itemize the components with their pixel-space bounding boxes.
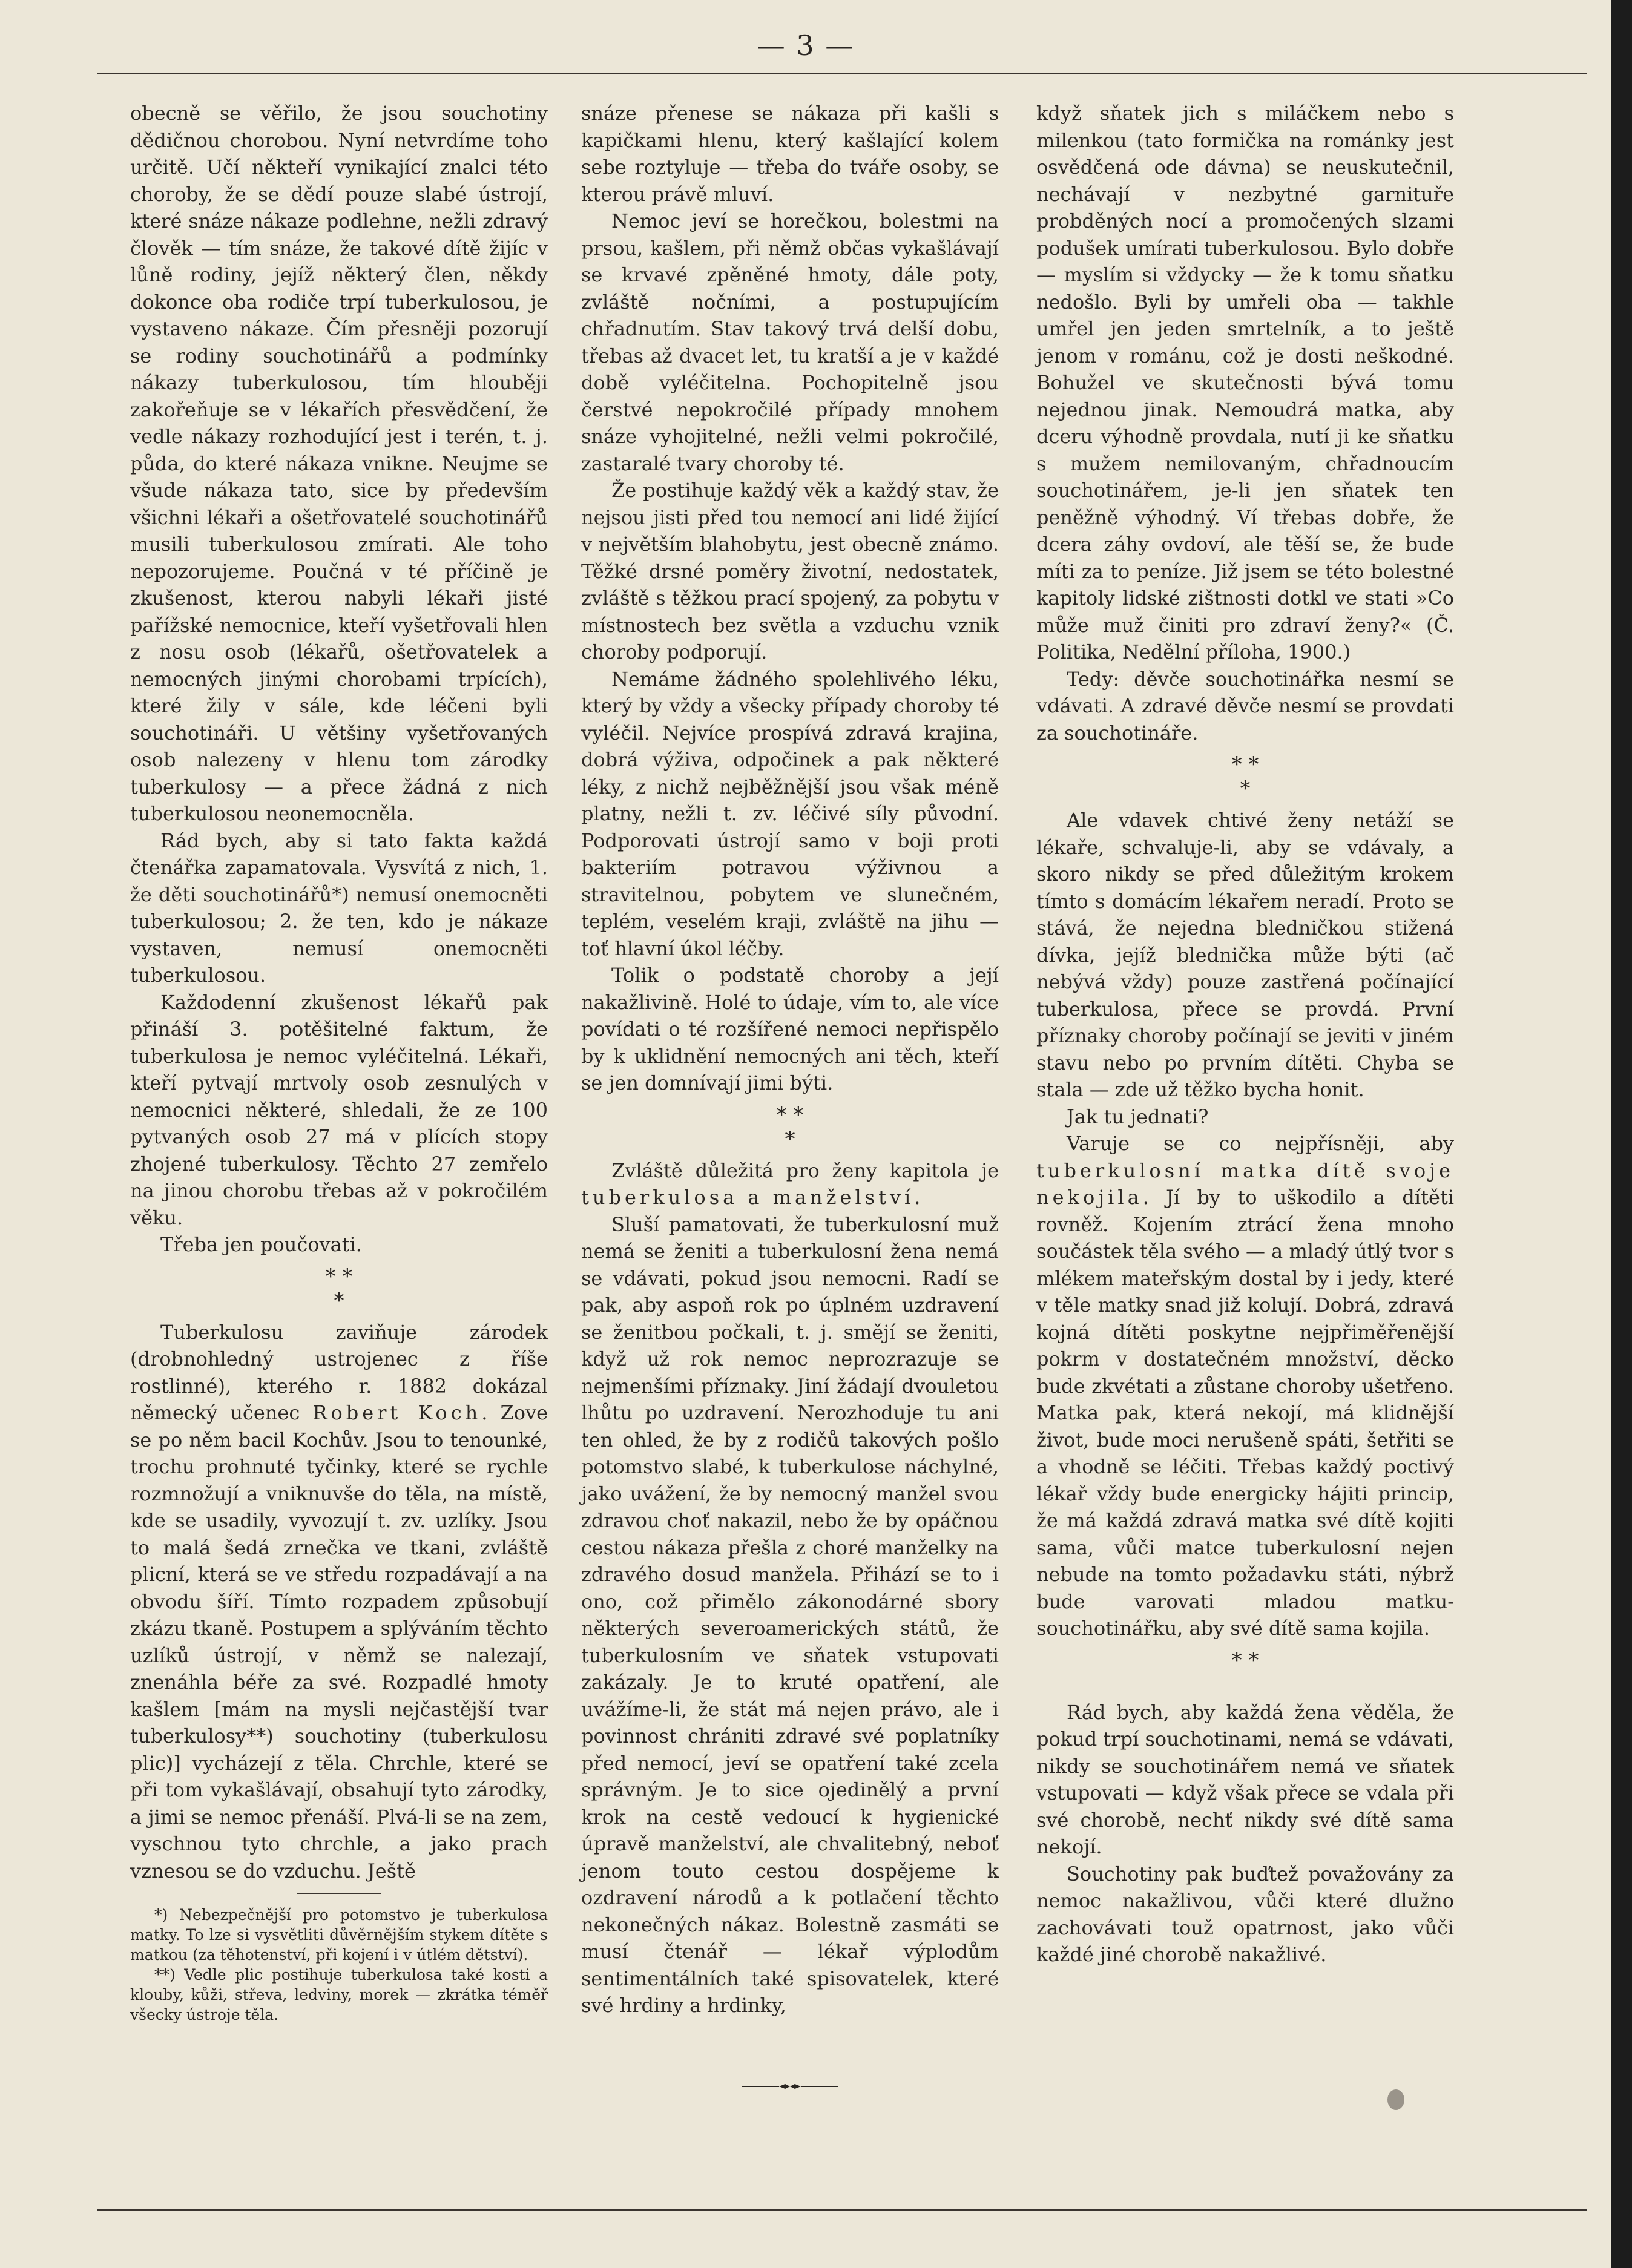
section-separator xyxy=(130,1264,548,1313)
section-separator xyxy=(581,1103,999,1151)
paragraph: Tedy: děvče souchotinářka nesmí se vdávati. A zdravé děvče nesmí se provdati za souchotináře. xyxy=(1036,667,1454,744)
footnote: **) Vedle plic postihuje tuberkulosa také kosti a klouby, kůži, střeva, ledviny, morek — zkrátka téměř všecky ústroje těla. xyxy=(130,1966,548,2023)
text: Varuje se co nejpřísněji, aby xyxy=(1067,1132,1454,1155)
text: Tuberkulosu zaviňuje zárodek (drobnohledný ustrojenec z říše rostlinné), kterého r. 1882 dokázal německý učenec xyxy=(130,1320,548,1424)
paragraph: Že postihuje každý věk a každý stav, že nejsou jisti před tou nemocí ani lidé žijící v největším blahobytu, jest obecně známo. Těžké drsné poměry životní, nedostatek, zvláště s těžkou prací spojený, za pobytu v místnostech bez světla a vzduchu vznik choroby podporují. xyxy=(581,479,999,663)
paragraph: Nemoc jeví se horečkou, bolestmi na prsou, kašlem, při němž občas vykašlávají se krvavé zpěněné hmoty, dále poty, zvláště nočními, a postupujícím chřadnutím. Stav takový trvá delší dobu, třebas až dvacet let, tu kratší a je v každé době vyléčitelna. Pochopitelně jsou čerstvé nepokročilé případy mnohem snáze vyhojitelné, nežli velmi pokročilé, zastaralé tvary choroby té. xyxy=(581,209,999,475)
footnotes xyxy=(130,1905,548,2025)
paragraph: Rád bych, aby každá žena věděla, že pokud trpí souchotinami, nemá se vdávati, nikdy se souchotinářem nemá ve sňatek vstupovati — když však přece se vdala při své chorobě, nechť nikdy své dítě sama nekojí. xyxy=(1036,1700,1454,1858)
paragraph: Nemáme žádného spolehlivého léku, který by vždy a všecky případy choroby té vyléčil. Nejvíce prospívá zdravá krajina, dobrá výživa, odpočinek a pak některé léky, z nichž nejběžnější jsou však méně platny, nežli t. zv. léčivé síly původní. Podporovati ústrojí samo v boji proti bakteriím potravou výživnou a stravitelnou, pobytem ve slunečném, teplém, veselém kraji, zvláště na jihu — toť hlavní úkol léčby. xyxy=(581,667,999,960)
paragraph xyxy=(581,1157,999,1211)
paragraph: Tolik o podstatě choroby a její nakažlivině. Holé to údaje, vím to, ale více povídati o té rozšířené nemoci nepřispělo by k uklidnění nemocných ani těch, kteří se jen domnívají jimi býti. xyxy=(581,964,999,1094)
paragraph: Sluší pamatovati, že tuberkulosní muž nemá se ženiti a tuberkulosní žena nemá se vdávati, pokud jsou nemocni. Radí se pak, aby aspoň rok po úplném uzdravení se ženitbou počkali, t. j. smějí se ženiti, když už rok nemoc neprozrazuje se nejmenšími příznaky. Jiní žádají dvouletou lhůtu po uzdravení. Nerozhoduje tu ani ten ohled, že by z rodičů takových pošlo potomstvo slabé, k tuberkulose náchylné, jako uvážení, že by nemocný manžel svou zdravou choť nakazil, nebo že by opáčnou cestou nákaza přešla z choré manželky na zdravého dosud manžela. Přihází se to i ono, což přimělo zákonodárné sbory některých severoamerických států, že tuberkulosním ve sňatek vstupovati zakázaly. Je to kruté opatření, ale uvážíme-li, že stát má nejen právo, ale i povinnost chrániti zdravé své poplatníky před nemocí, jeví se opatření také zcela správným. Je to sice ojedinělý a první krok na cestě vedoucí k hygienické úpravě manželství, ale chvalitebný, neboť jenom touto cestou dospějeme k ozdravení národů a k potlačení těchto nekonečných nákaz. Bolestně zasmáti se musí čtenář — lékař výplodům sentimentálních také spisovatelek, které své hrdiny a hrdinky, xyxy=(581,1212,999,2017)
column-3 xyxy=(1036,100,1454,1968)
separator-stars: * * xyxy=(1231,1648,1259,1672)
text: . Zove se po něm bacil Kochův. Jsou to tenounké, trochu prohnuté tyčinky, které se rychle rozmnožují a vniknuvše do těla, na místě, kde se usadily, vyvozují t. zv. uzlíky. Jsou to malá šedá zrnečka ve tkani, zvláště plicní, která se ve středu rozpadávají a na obvodu šíří. Tímto rozpadem způsobují zkázu tkaně. Postupem a splýváním těchto uzlíků ústrojí, v němž se nalezají, znenáhla béře za své. Rozpadlé hmoty kašlem [mám na mysli nejčastější tvar tuberkulosy**) souchotiny (tuberkulosu plic)] vycházejí z těla. Chrchle, které se při tom vykašlávají, obsahují tyto zárodky, a jimi se nemoc přenáší. Plvá-li se na zem, vyschnou tyto chrchle, a jako prach vznesou se do vzduchu. Ještě xyxy=(130,1401,548,1882)
text: Zvláště důležitá pro ženy kapitola je xyxy=(611,1159,999,1182)
ink-blot xyxy=(1387,2089,1404,2110)
paragraph: Každodenní zkušenost lékařů pak přináší 3. potěšitelné faktum, že tuberkulosa je nemoc vyléčitelná. Lékaři, kteří pytvají mrtvoly osob zesnulých v nemocnici některé, shledali, že ze 100 pytvaných osob 27 má v plících stopy zhojené tuberkulosy. Těchto 27 zemřelo na jinou chorobu třebas až v pokročilém věku. xyxy=(130,990,548,1229)
paragraph xyxy=(130,1319,548,1885)
separator-star: * xyxy=(334,1288,344,1313)
paragraph: když sňatek jich s miláčkem nebo s milenkou (tato formička na románky jest osvědčená ode dávna) se neuskutečnil, nechávají v nezbytné garnituře probděných nocí a promočených slzami podušek umírati tuberkulosou. Bylo dobře — myslím si vždycky — že k tomu sňatku nedošlo. Byli by umřeli oba — takhle umřel jen jeden smrtelník, a to ještě jenom v románu, což je dosti neškodné. Bohužel ve skutečnosti bývá tomu nejednou jinak. Nemoudrá matka, aby dceru výhodně provdala, nutí ji ke sňatku s mužem nemilovaným, chřadnoucím souchotinářem, je-li jen sňatek ten peněžně výhodný. Ví třebas dobře, že dcera záhy ovdoví, ale těší se, že bude míti za to peníze. Již jsem se této bolestné kapitoly lidské zištnosti dotkl ve stati »Co může muž činiti pro zdraví ženy?« (Č. Politika, Nedělní příloha, 1900.) xyxy=(1036,102,1454,663)
text: . Jí by to uškodilo a dítěti rovněž. Kojením ztrácí žena mnoho součástek těla svého — a mladý útlý tvor s mlékem mateřským dostal by i jedy, které v těle matky snad již kolují. Dobrá, zdravá kojná dítěti poskytne nejpřiměřenější pokrm v dostatečném množství, děcko bude zkvétati a zůstane choroby ušetřeno. Matka pak, která nekojí, má klidnější život, bude moci nerušeně spáti, šetřiti se a vhodně se léčiti. Třebas každý poctivý lékař vždy bude energicky hájiti princip, že má každá zdravá matka své dítě kojiti sama, vůči matce tuberkulosní nejen nebude na tomto požadavku státi, nýbrž bude varovati mladou matku-souchotinářku, aby své dítě sama kojila. xyxy=(1036,1186,1454,1640)
column-2 xyxy=(581,100,999,2019)
separator-stars: * * xyxy=(776,1102,804,1127)
section-separator xyxy=(1036,1648,1454,1672)
footnote-rule xyxy=(297,1893,381,1894)
ornament-divider xyxy=(742,2082,838,2091)
emphasized-name: Robert Koch xyxy=(312,1401,482,1424)
paragraph: snáze přenese se nákaza při kašli s kapičkami hlenu, který kašlající kolem sebe roztyluje — třeba do tváře osoby, se kterou právě mluví. xyxy=(581,102,999,206)
separator-stars: * * xyxy=(1231,752,1259,777)
paragraph: Souchotiny pak buďtež považovány za nemoc nakažlivou, vůči které dlužno zachovávati touž opatrnost, jako vůči každé jiné chorobě nakažlivé. xyxy=(1036,1862,1454,1966)
paragraph: Rád bych, aby si tato fakta každá čtenářka zapamatovala. Vysvítá z nich, 1. že děti souchotinářů*) nemusí onemocněti tuberkulosou; 2. že ten, kdo je nákaze vystaven, nemusí onemocněti tuberkulosou. xyxy=(130,829,548,987)
paragraph: Třeba jen poučovati. xyxy=(160,1233,362,1256)
paragraph: obecně se věřilo, že jsou souchotiny dědičnou chorobou. Nyní netvrdíme toho určitě. Učí někteří vynikající znalci této choroby, že se dědí pouze slabé ústrojí, které snáze nákaze podlehne, nežli zdravý člověk — tím snáze, že takové dítě žijíc v lůně rodiny, jejíž některý člen, někdy dokonce oba rodiče trpí tuberkulosou, je vystaveno nákaze. Čím přesněji pozorují se rodiny souchotinářů a podmínky nákazy tuberkulosou, tím hlouběji zakořeňuje se v lékařích přesvědčení, že vedle nákazy rozhodující jest i terén, t. j. půda, do které nákaza vnikne. Neujme se všude nákaza tato, sice by především všichni lékaři a ošetřovatelé souchotinářů musili tuberkulosou zmírati. Ale toho nepozorujeme. Poučná v té příčině je zkušenost, kterou nabyli lékaři jisté pařížské nemocnice, kteří vyšetřovali hlen z nosu osob (lékařů, ošetřovatelek a nemocných jinými chorobami trpících), které žily v sále, kde léčeni byli souchotináři. U většiny vyšetřovaných osob nalezeny v hlenu tom zárodky tuberkulosy — a přece žádná z nich tuberkulosou neonemocněla. xyxy=(130,102,548,825)
emphasized-text: tuberkulosní matka dítě svoje nekojila xyxy=(1036,1159,1454,1209)
separator-stars: * * xyxy=(325,1264,353,1289)
separator-star: * xyxy=(1240,777,1251,801)
footnote: *) Nebezpečnější pro potomstvo je tuberkulosa matky. To lze si vysvětliti důvěrnějším stykem dítěte s matkou (za těhotenství, při kojení i v útlém dětství). xyxy=(130,1906,548,1964)
page-number: — 3 — xyxy=(757,29,855,62)
separator-star: * xyxy=(785,1126,795,1151)
paragraph: Ale vdavek chtivé ženy netáží se lékaře, schvaluje-li, aby se vdávaly, a skoro nikdy se před důležitým krokem tímto s domácím lékařem neradí. Proto se stává, že nejedna bledničkou stižená dívka, jejíž blednička může býti (ač nebývá vždy) pouze zastřená počínající tuberkulosa, přece se provdá. První příznaky choroby počínají se jeviti v jiném stavu nebo po prvním dítěti. Chyba se stala — zde už těžko bycha honit. xyxy=(1036,809,1454,1101)
paragraph xyxy=(1036,1130,1454,1642)
spacer xyxy=(1036,1678,1454,1699)
section-separator xyxy=(1036,752,1454,801)
emphasized-heading: tuberkulosa a manželství. xyxy=(581,1186,924,1209)
top-rule xyxy=(97,73,1587,74)
column-1 xyxy=(130,100,548,2025)
bottom-rule xyxy=(97,2209,1587,2211)
page-edge xyxy=(1611,0,1632,2268)
paragraph: Jak tu jednati? xyxy=(1067,1105,1209,1128)
